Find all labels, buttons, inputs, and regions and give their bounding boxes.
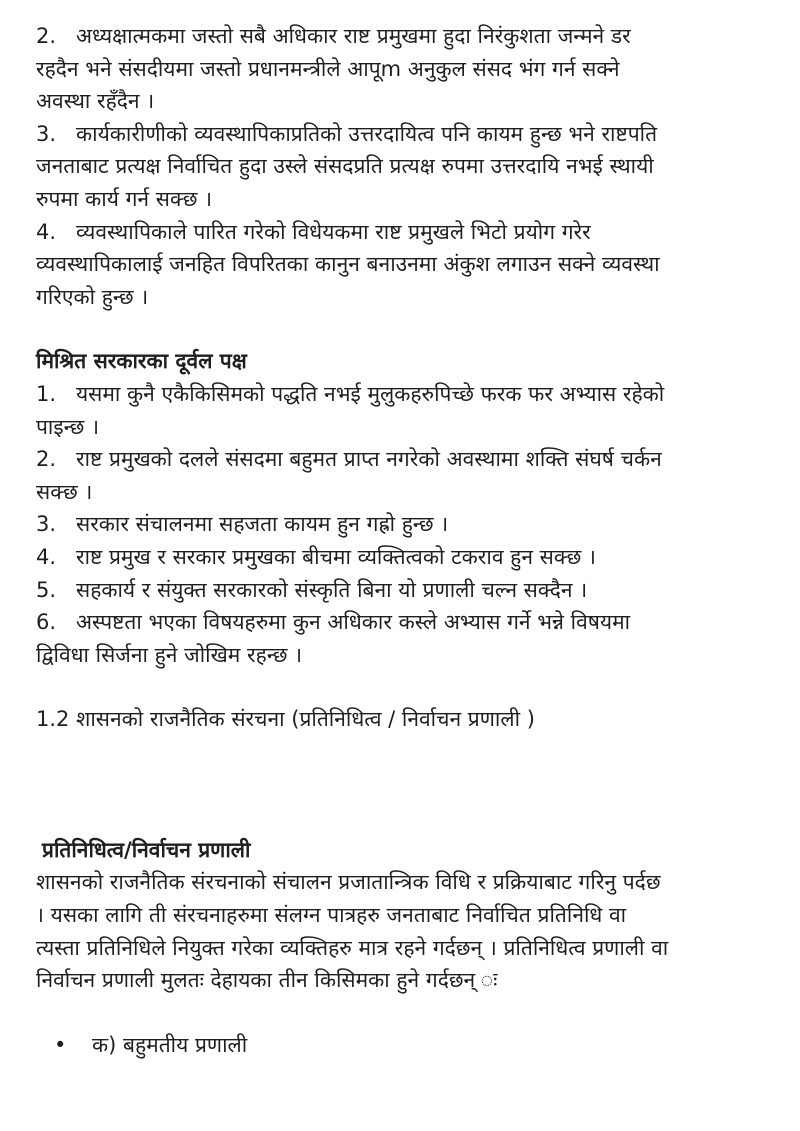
- weaknesses-list: [36, 378, 776, 671]
- item-number: 1.: [36, 381, 57, 406]
- list-item-line: अवस्था रहँदैन ।: [36, 89, 155, 114]
- list-item-line: [36, 541, 776, 574]
- item-text: राष्ट प्रमुख र सरकार प्रमुखका बीचमा व्यक्तित्वको टकराव हुन सक्छ ।: [76, 544, 596, 569]
- item-number: 4.: [36, 219, 57, 244]
- list-item-line: द्विविधा सिर्जना हुने जोखिम रहन्छ ।: [36, 642, 303, 667]
- list-item-line: [36, 20, 776, 53]
- list-item-line: रुपमा कार्य गर्न सक्छ ।: [36, 186, 213, 211]
- paragraph-line: । यसका लागि ती संरचनाहरुमा संलग्न पात्रहरु जनताबाट निर्वाचित प्रतिनिधि वा: [36, 903, 627, 928]
- list-item-line: सक्छ ।: [36, 479, 93, 504]
- item-text: व्यवस्थापिकाले पारित गरेको विधेयकमा राष्ट प्रमुखले भिटो प्रयोग गरेर: [76, 219, 591, 244]
- representation-paragraph: [36, 866, 776, 996]
- spacer: [36, 736, 776, 834]
- item-text: सहकार्य र संयुक्त सरकारको संस्कृति बिना यो प्रणाली चल्न सक्दैन ।: [76, 577, 588, 602]
- merits-list: [36, 20, 776, 313]
- item-text: अस्पष्टता भएका विषयहरुमा कुन अधिकार कस्ले अभ्यास गर्ने भन्ने विषयमा: [76, 610, 631, 635]
- list-item-line: [36, 378, 776, 411]
- spacer: [36, 671, 776, 703]
- section-heading-representation: प्रतिनिधित्व/निर्वाचन प्रणाली: [42, 837, 251, 862]
- list-item-line: व्यवस्थापिकालाई जनहित विपरितका कानुन बनाउनमा अंकुश लगाउन सक्ने व्यवस्था: [36, 252, 660, 277]
- list-item-line: गरिएको हुन्छ ।: [36, 284, 149, 309]
- bullet-icon: •: [54, 1032, 67, 1057]
- spacer: [36, 997, 776, 1029]
- paragraph-line: निर्वाचन प्रणाली मुलतः देहायका तीन किसिमका हुने गर्दछन् ः: [36, 968, 498, 993]
- list-item-line: [36, 574, 776, 607]
- bullet-text: क) बहुमतीय प्रणाली: [92, 1032, 248, 1057]
- list-item-line: [36, 606, 776, 639]
- item-number: 6.: [36, 610, 57, 635]
- list-item-line: [36, 216, 776, 249]
- list-item-line: [36, 443, 776, 476]
- systems-bullet-list: [36, 1029, 776, 1062]
- list-item-line: रहदैन भने संसदीयमा जस्तो प्रधानमन्त्रीले आपूm अनुकुल संसद भंग गर्न सक्ने: [36, 56, 620, 81]
- item-text: सरकार संचालनमा सहजता कायम हुन गह्रो हुन्छ ।: [76, 512, 449, 537]
- paragraph-line: त्यस्ता प्रतिनिधिले नियुक्त गरेका व्यक्तिहरु मात्र रहने गर्दछन् । प्रतिनिधित्व प्रणाली वा: [36, 935, 669, 960]
- item-text: राष्ट प्रमुखको दलले संसदमा बहुमत प्राप्त नगरेको अवस्थामा शक्ति संघर्ष चर्कन: [76, 447, 662, 472]
- item-text: कार्यकारीणीको व्यवस्थापिकाप्रतिको उत्तरदायित्व पनि कायम हुन्छ भने राष्टपति: [76, 121, 658, 146]
- item-number: 3.: [36, 512, 57, 537]
- list-item-line: पाइन्छ ।: [36, 414, 100, 439]
- list-item-line: [36, 508, 776, 541]
- item-number: 4.: [36, 544, 57, 569]
- document-page: [36, 20, 776, 1061]
- list-item-line: जनताबाट प्रत्यक्ष निर्वाचित हुदा उस्ले संसदप्रति प्रत्यक्ष रुपमा उत्तरदायि नभई स्थायी: [36, 154, 654, 179]
- item-number: 3.: [36, 121, 57, 146]
- bullet-item: [36, 1029, 776, 1062]
- paragraph-line: शासनको राजनैतिक संरचनाको संचालन प्रजातान्त्रिक विधि र प्रक्रियाबाट गरिनु पर्दछ: [36, 870, 661, 895]
- list-item-line: [36, 118, 776, 151]
- item-number: 5.: [36, 577, 57, 602]
- subsection-title: 1.2 शासनको राजनैतिक संरचना (प्रतिनिधित्व / निर्वाचन प्रणाली ): [36, 707, 535, 732]
- item-number: 2.: [36, 447, 57, 472]
- item-text: यसमा कुनै एकैकिसिमको पद्धति नभई मुलुकहरुपिच्छे फरक फर अभ्यास रहेको: [76, 381, 665, 406]
- item-text: अध्यक्षात्मकमा जस्तो सबै अधिकार राष्ट प्रमुखमा हुदा निरंकुशता जन्मने डर: [76, 24, 631, 48]
- item-number: 2.: [36, 24, 57, 48]
- spacer: [36, 313, 776, 345]
- section-heading-weaknesses: मिश्रित सरकारका दूर्वल पक्ष: [36, 349, 247, 374]
